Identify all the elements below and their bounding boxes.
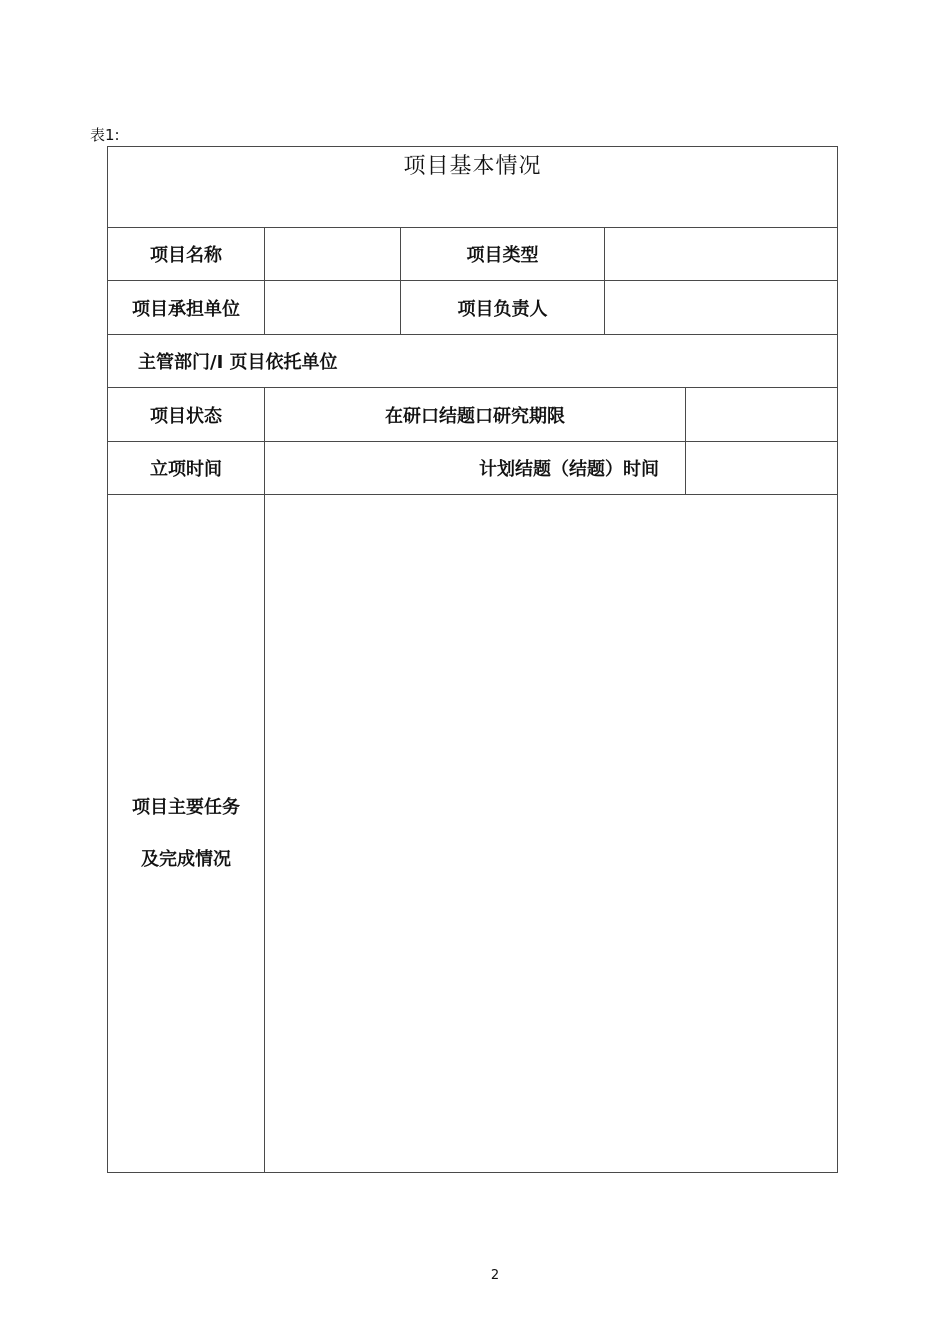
project-status-label: 项目状态 [108, 388, 265, 442]
main-tasks-field[interactable] [265, 495, 838, 1173]
undertaking-unit-field[interactable] [265, 281, 401, 335]
approval-time-label: 立项时间 [108, 442, 265, 495]
planned-completion-label: 计划结题（结题）时间 [265, 442, 686, 495]
undertaking-unit-label: 项目承担单位 [108, 281, 265, 335]
research-period-field[interactable] [686, 388, 838, 442]
supervising-dept-label[interactable]: 主管部门/I 页目依托单位 [108, 335, 838, 388]
project-status-options[interactable]: 在研口结题口研究期限 [265, 388, 686, 442]
main-tasks-label [108, 495, 265, 1173]
project-name-field[interactable] [265, 228, 401, 281]
page-number: 2 [490, 1268, 500, 1283]
planned-completion-field[interactable] [686, 442, 838, 495]
project-leader-field[interactable] [605, 281, 838, 335]
project-name-label: 项目名称 [108, 228, 265, 281]
table-caption: 表1: [90, 126, 120, 144]
main-tasks-label-line2: 及完成情况 [141, 848, 231, 870]
project-type-label: 项目类型 [401, 228, 605, 281]
project-info-table [107, 146, 838, 1173]
main-tasks-label-line1: 项目主要任务 [132, 796, 240, 818]
project-type-field[interactable] [605, 228, 838, 281]
table-title: 项目基本情况 [108, 147, 838, 228]
project-leader-label: 项目负责人 [401, 281, 605, 335]
